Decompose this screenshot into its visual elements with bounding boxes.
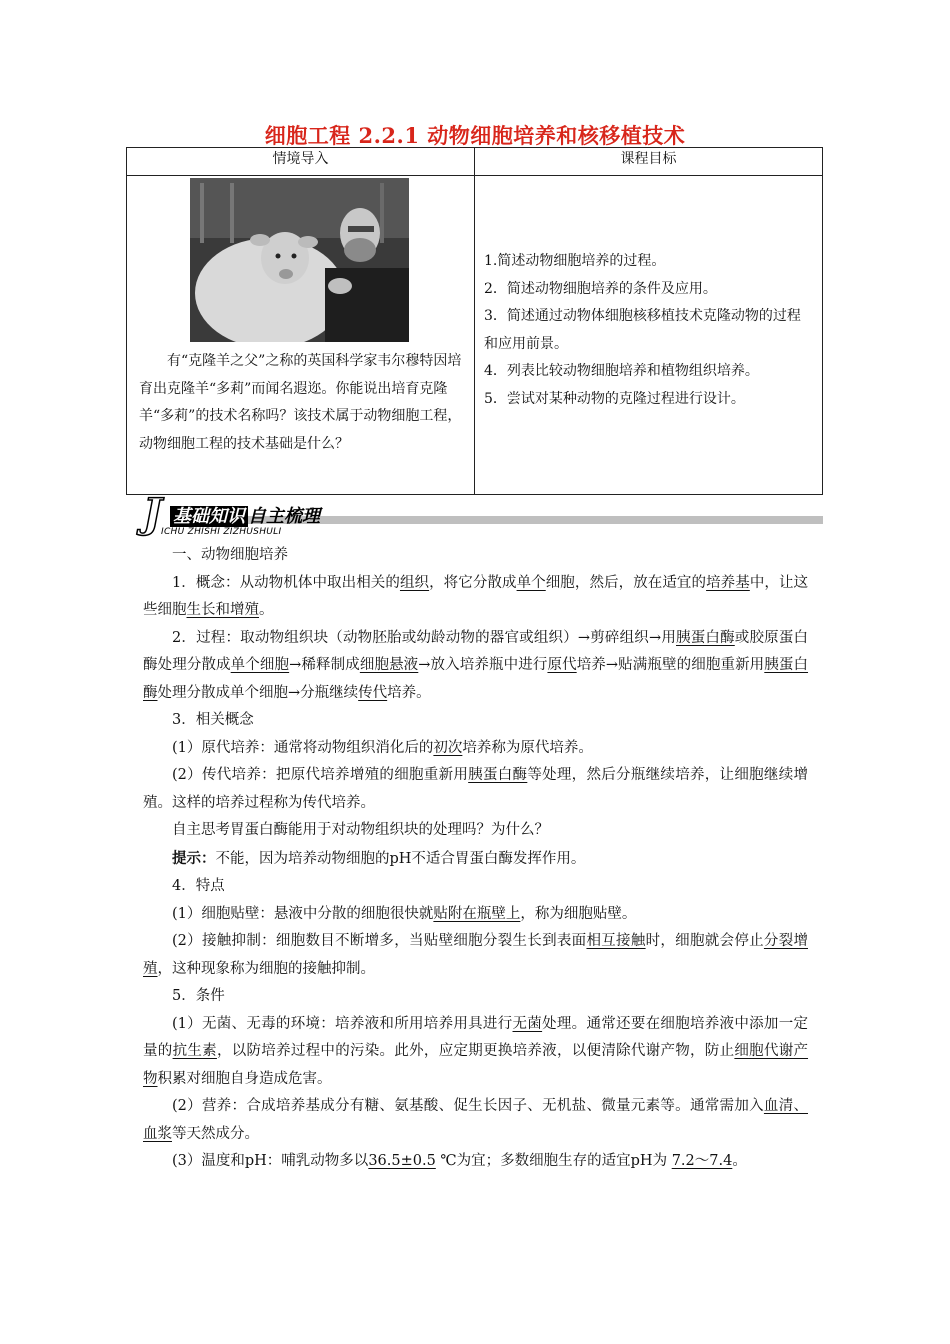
section-banner [143,490,823,538]
text-segment: (2）传代培养：把原代培养增殖的细胞重新用 [172,767,469,783]
col-header-goals: 课程目标 [475,148,823,176]
text-segment: ，称为细胞贴壁。 [520,905,637,922]
answer-blank: 细胞代谢产物 [143,1043,809,1087]
intro-table [126,147,823,495]
text-segment: 或胶原蛋白酶处理分散成 [143,629,809,673]
banner-title-part1: 基础知识 [170,506,248,527]
answer-blank: 原代 [547,657,577,673]
answer-blank: 胰蛋白酶 [676,629,735,646]
think-question: 自主思考胃蛋白酶能用于对动物组织块的处理吗？为什么？ [172,822,549,838]
text-segment: ，将它分散成 [429,574,517,591]
banner-j-letter: J [143,490,162,537]
text-segment: 培养→贴满瓶壁的细胞重新用 [576,657,765,673]
text-segment: 等处理，然后分瓶继续培养，让细胞继续增殖。这样的培养过程称为传代培养。 [143,767,809,811]
paragraph [143,928,808,983]
answer-blank: 抗生素 [172,1043,217,1059]
sub-heading: 5．条件 [172,988,225,1004]
banner-title-part2: 自主梳理 [248,506,320,527]
scenario-cell [127,176,475,495]
paragraph [143,762,808,817]
text-segment: 时，细胞就会停止 [645,933,764,949]
answer-blank: 相互接触 [586,933,646,949]
text-segment: →稀释制成 [289,657,360,673]
answer-blank: 培养基 [706,574,750,591]
text-segment: ，以防培养过程中的污染。此外，应定期更换培养液，以便清除代谢产物，防止 [216,1043,735,1059]
banner-subtitle: ICHU ZHISHI ZIZHUSHULI [161,527,282,537]
answer-blank: 36.5±0.5 [368,1153,436,1169]
answer-blank: 胰蛋白酶 [468,767,528,783]
paragraph [143,1011,808,1094]
paragraph [143,1148,808,1176]
text-segment: ，这种现象称为细胞的接触抑制。 [157,960,375,977]
goal-item: 2．简述动物细胞培养的条件及应用。 [484,280,717,297]
text-segment: (1）无菌、无毒的环境：培养液和所用培养用具进行 [172,1015,513,1032]
body-text [143,542,808,1176]
text-segment: 细胞，然后，放在适宜的 [545,574,707,591]
sub-heading: 3．相关概念 [172,712,254,728]
text-segment: 处理。通常还要在细胞培养液中添加一定量的 [143,1015,808,1059]
text-segment: (1）细胞贴壁：悬液中分散的细胞很快就 [172,905,434,922]
answer-blank: 初次 [433,739,463,756]
goals-cell [475,176,823,495]
paragraph [143,901,808,929]
text-segment: 1．概念：从动物机体中取出相关的 [172,574,400,591]
text-segment: 等天然成分。 [172,1125,259,1142]
banner-title [170,502,320,528]
answer-blank: 单个 [516,574,546,591]
page-title: 细胞工程 2.2.1 动物细胞培养和核移植技术 [264,123,686,148]
paragraph [143,625,808,708]
text-segment: →放入培养瓶中进行 [418,657,548,673]
answer-blank: 单个细胞 [230,657,290,673]
goal-item: 1.简述动物细胞培养的过程。 [484,253,666,269]
answer-blank: 胰蛋白酶 [143,657,809,701]
hint-text: 不能，因为培养动物细胞的pH不适合胃蛋白酶发挥作用。 [215,850,586,867]
goal-item: 4．列表比较动物细胞培养和植物组织培养。 [484,363,759,379]
answer-blank: 贴附在瓶壁上 [433,905,521,922]
answer-blank: 生长和增殖 [186,602,259,618]
cloned-sheep-photo [190,178,409,342]
answer-blank: 血清、血浆 [143,1098,808,1142]
answer-blank: 无菌 [512,1015,543,1032]
text-segment: (1）原代培养：通常将动物组织消化后的 [172,739,434,756]
text-segment: 积累对细胞自身造成危害。 [157,1070,332,1087]
answer-blank: 组织 [399,574,430,591]
text-segment: 。 [732,1153,747,1169]
col-header-scenario: 情境导入 [127,148,475,176]
answer-blank: 分裂增殖 [143,933,808,977]
text-segment: 中，让这些细胞 [143,574,809,618]
text-segment: (3）温度和pH：哺乳动物多以 [172,1153,369,1169]
answer-blank: 传代 [358,684,388,701]
paragraph [143,1093,808,1148]
text-segment: 培养。 [387,684,431,701]
answer-blank: 7.2～7.4 [671,1153,733,1169]
paragraph [143,735,808,763]
hint [143,845,808,874]
paragraph [143,570,808,625]
answer-blank: 细胞悬液 [359,657,419,673]
text-segment: (2）营养：合成培养基成分有糖、氨基酸、促生长因子、无机盐、微量元素等。通常需加入 [172,1098,764,1114]
sub-heading: 4．特点 [172,878,225,894]
text-segment: (2）接触抑制：细胞数目不断增多，当贴壁细胞分裂生长到表面 [172,933,587,949]
text-segment: 处理分散成单个细胞→分瓶继续 [157,684,359,701]
text-segment: 。 [259,602,274,618]
text-segment: 2．过程：取动物组织块（动物胚胎或幼龄动物的器官或组织）→剪碎组织→用 [172,629,677,646]
text-segment: ℃为宜；多数细胞生存的适宜pH为 [435,1153,672,1169]
scenario-text: 有“克隆羊之父”之称的英国科学家韦尔穆特因培育出克隆羊“多莉”而闻名遐迩。你能说出培育克隆羊“多莉”的技术名称吗？该技术属于动物细胞工程，动物细胞工程的技术基础是什么？ [139,353,462,452]
goal-item: 3．简述通过动物体细胞核移植技术克隆动物的过程和应用前景。 [484,308,801,352]
text-segment: 培养称为原代培养。 [462,739,593,756]
hint-label: 提示： [172,849,216,867]
goal-item: 5．尝试对某种动物的克隆过程进行设计。 [484,390,745,407]
section-heading: 一、动物细胞培养 [172,547,288,563]
